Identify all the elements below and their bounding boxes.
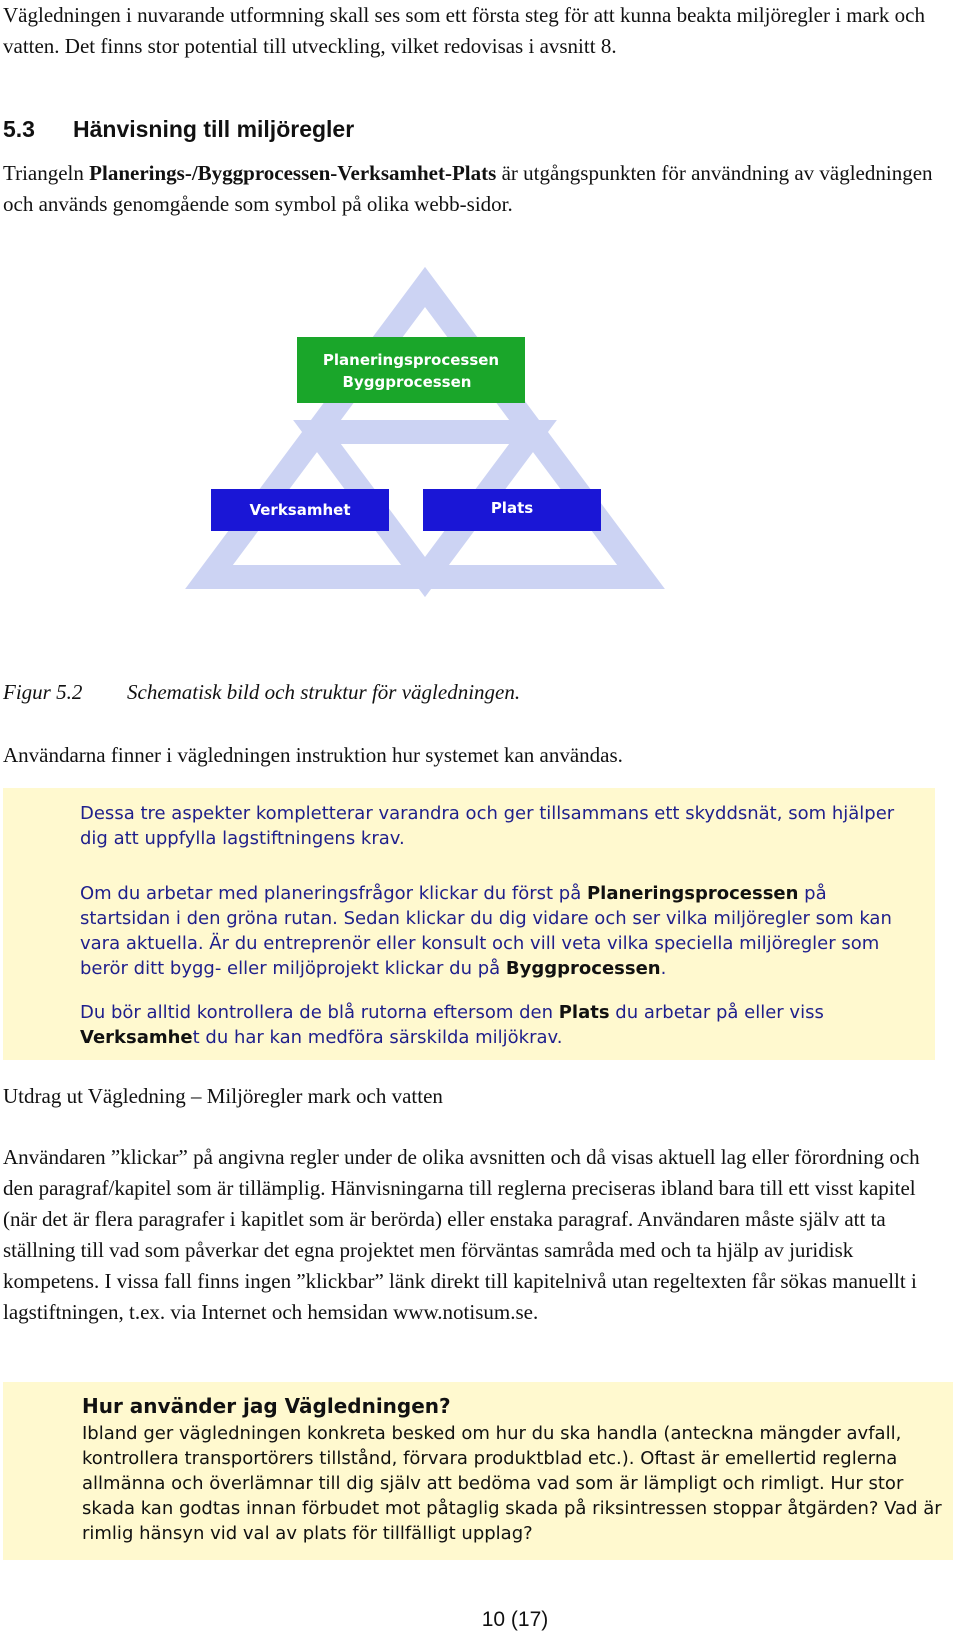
triangle-svg bbox=[185, 265, 665, 625]
box1-p3-verksamhet: Verksamhe bbox=[80, 1027, 193, 1048]
box1-p2-planeringsprocessen: Planeringsprocessen bbox=[586, 883, 799, 904]
triangle-diagram bbox=[185, 265, 665, 625]
info-box-1 bbox=[3, 788, 935, 1060]
green-box bbox=[297, 337, 525, 403]
box1-p2-byggprocessen: Byggprocessen bbox=[505, 958, 661, 979]
page-number: 10 (17) bbox=[481, 1608, 549, 1631]
paragraph-users: Användaren ”klickar” på angivna regler under de olika avsnitten och då visas aktuell lag eller förordning och den paragraf/kapitel som är tillämplig. Hänvisningarna till reglerna preciseras ibland bara till ett visst kapitel (när det är flera paragrafer i kapitlet som är berörda) eller enstaka paragraf. Användaren måste själv att ta ställning till vad som påverkar det egna projektet men förväntas samråda med och ta hjälp av juridisk kompetens. I vissa fall finns ingen ”klickbar” länk direkt till kapitelnivå utan regeltexten får sökas manuellt i lagstiftningen, t.ex. via Internet och hemsidan www.notisum.se. bbox=[3, 1145, 920, 1324]
intro-after: är utgångspunkten för användning av vägledningen och används genomgående som symbol på olika webb-sidor. bbox=[3, 161, 933, 216]
box1-p3-c: du arbetar på eller viss bbox=[609, 1002, 824, 1023]
section-title: Hänvisning till miljöregler bbox=[73, 116, 355, 142]
intro-bold: Planerings-/Byggprocessen-Verksamhet-Plats bbox=[89, 161, 497, 185]
caption-text: Schematisk bild och struktur för vägledningen. bbox=[127, 680, 521, 704]
box1-paragraph-3 bbox=[80, 1000, 910, 1050]
intro-paragraph bbox=[3, 158, 943, 220]
users-line: Användarna finner i vägledningen instruktion hur systemet kan användas. bbox=[3, 743, 623, 767]
section-number: 5.3 bbox=[3, 116, 35, 142]
green-box-line1: Planeringsprocessen bbox=[322, 351, 500, 369]
section-heading bbox=[3, 116, 354, 143]
green-box-line2: Byggprocessen bbox=[342, 373, 472, 391]
box2-text: Ibland ger vägledningen konkreta besked om hur du ska handla (anteckna mängder avfall, kontrollera transportörers tillstånd, förvara produktblad etc.). Oftast är emellertid reglerna allmänna och överlämnar till dig själv att bedöma vad som är lämpligt och rimligt. Hur stor skada kan godtas innan förbudet mot påtaglig skada på riksintressen stoppar åtgärden? Vad är rimlig hänsyn vid val av plats för tillfälligt upplag? bbox=[82, 1423, 942, 1544]
intro-before: Triangeln bbox=[3, 161, 90, 185]
box1-p2-d: . bbox=[660, 958, 667, 979]
excerpt-title: Utdrag ut Vägledning – Miljöregler mark och vatten bbox=[3, 1084, 443, 1108]
box1-p2-a: Om du arbetar med planeringsfrågor klickar du först på bbox=[80, 883, 587, 904]
blue-box-left-label: Verksamhet bbox=[249, 501, 351, 519]
blue-box-right-label: Plats bbox=[490, 499, 534, 517]
box1-p2-c: på startsidan i den gröna rutan. Sedan klickar du dig vidare och ser vilka miljöregler som kan vara aktuella. Är du entreprenör eller konsult och vill veta vilka speciella miljöregler som berör ditt bygg- eller miljöprojekt klickar du på bbox=[80, 883, 892, 979]
box1-paragraph-1: Dessa tre aspekter kompletterar varandra och ger tillsammans ett skyddsnät, som hjälper dig att uppfylla lagstiftningens krav. bbox=[80, 803, 895, 849]
box1-p3-a: Du bör alltid kontrollera de blå rutorna eftersom den bbox=[80, 1002, 559, 1023]
box1-p3-d: t du har kan medföra särskilda miljökrav. bbox=[192, 1027, 563, 1048]
figure-caption bbox=[3, 680, 520, 705]
caption-label: Figur 5.2 bbox=[3, 680, 83, 704]
info-box-2 bbox=[3, 1382, 953, 1560]
box1-paragraph-2 bbox=[80, 881, 910, 981]
box1-p3-plats: Plats bbox=[558, 1002, 610, 1023]
box2-title: Hur använder jag Vägledningen? bbox=[82, 1394, 451, 1418]
paragraph-top: Vägledningen i nuvarande utformning skall ses som ett första steg för att kunna beakta miljöregler i mark och vatten. Det finns stor potential till utveckling, vilket redovisas i avsnitt 8. bbox=[3, 3, 925, 58]
